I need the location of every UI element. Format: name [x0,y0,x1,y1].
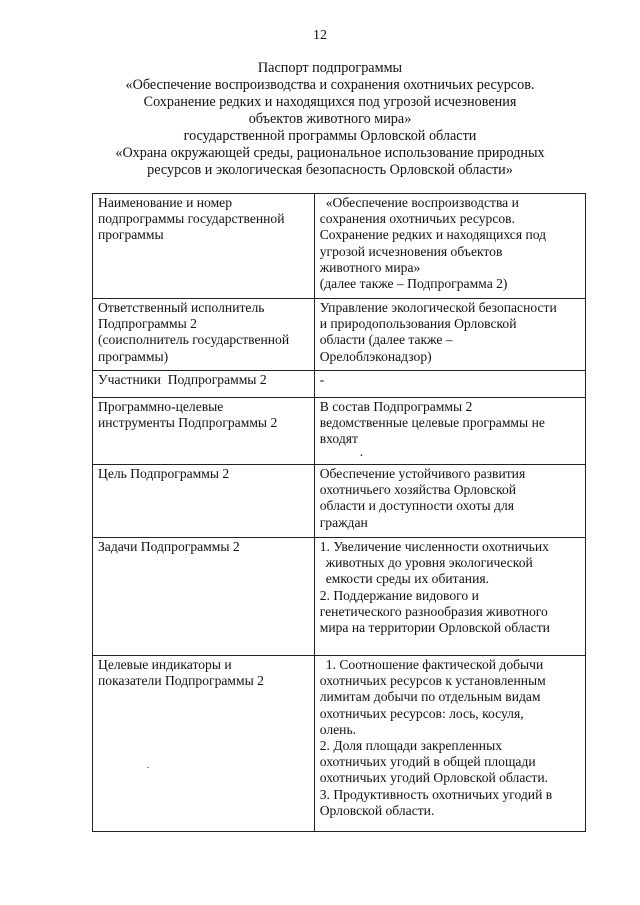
cell-line: сохранения охотничьих ресурсов. [319,211,515,227]
cell-line: емкости среды их обитания. [325,571,489,587]
cell-line: программы) [98,348,169,364]
cell-line: показатели Подпрограммы 2 [98,673,264,689]
cell-line: «Обеспечение воспроизводства и [325,195,519,210]
cell-line: Задачи Подпрограммы 2 [98,539,240,554]
cell-line: 1. Увеличение численности охотничьих [319,539,549,554]
cell-line: подпрограммы государственной [98,211,285,227]
cell-line: Подпрограммы 2 [98,316,197,332]
row-value-cell [314,538,585,656]
title-line: объектов животного мира» [248,111,412,127]
cell-line: - [319,372,325,387]
page-number: 12 [313,28,327,43]
table-row [93,194,586,299]
row-label-cell [93,465,315,538]
cell-line: Участники Подпрограммы 2 [98,372,267,387]
cell-line: мира на территории Орловской области [319,620,550,636]
cell-line: Обеспечение устойчивого развития [319,466,526,481]
row-label-cell [93,398,315,465]
cell-line: 2. Доля площади закрепленных [319,738,503,754]
title-line: «Охрана окружающей среды, рациональное использование природных [115,145,545,161]
cell-line: Орелоблэконадзор) [319,348,432,364]
table-row [93,299,586,371]
row-value-cell [314,194,585,299]
cell-line: программы [98,227,164,243]
cell-line: угрозой исчезновения объектов [319,243,503,259]
cell-line: Программно-целевые [98,399,224,414]
table-row [93,398,586,465]
cell-line: Наименование и номер [98,195,233,210]
row-value-cell [314,398,585,465]
row-label-cell [93,194,315,299]
title-line: ресурсов и экологическая безопасность Орловской области» [147,162,513,178]
cell-line: (соисполнитель государственной [98,332,290,348]
table-row [93,465,586,538]
cell-line: Цель Подпрограммы 2 [98,466,230,481]
row-label-cell [93,299,315,371]
row-value-cell [314,371,585,398]
row-value-cell [314,465,585,538]
row-value-cell [314,656,585,832]
cell-line: (далее также – Подпрограмма 2) [319,276,508,292]
cell-line: Орловской области. [319,802,435,818]
cell-line: ведомственные целевые программы не [319,415,545,431]
cell-line: области и доступности охоты для [319,498,515,514]
cell-line: Ответственный исполнитель [98,300,265,315]
title-line: Сохранение редких и находящихся под угрозой исчезновения [143,94,517,110]
cell-line: лимитам добычи по отдельным видам [319,689,541,705]
cell-line: охотничьих ресурсов: лось, косуля, [319,705,524,721]
row-label-cell [93,371,315,398]
cell-line: олень. [319,721,357,737]
table-row [93,656,586,832]
passport-table [92,193,586,832]
passport-title [60,60,600,179]
cell-line: области (далее также – [319,332,453,348]
cell-line: 3. Продуктивность охотничьих угодий в [319,786,553,802]
cell-line: Целевые индикаторы и [98,657,232,672]
cell-line: животных до уровня экологической [325,555,533,571]
cell-line: животного мира» [319,259,421,275]
row-label-cell [93,656,315,832]
cell-line: охотничьих ресурсов к установленным [319,673,546,689]
cell-line: Сохранение редких и находящихся под [319,227,547,243]
cell-line: Управление экологической безопасности [319,300,557,315]
cell-line: генетического разнообразия животного [319,603,548,619]
title-line: государственной программы Орловской области [183,128,477,144]
cell-line: 1. Соотношение фактической добычи [325,657,544,672]
row-label-cell [93,538,315,656]
cell-line: и природопользования Орловской [319,316,517,332]
cell-line: инструменты Подпрограммы 2 [98,415,278,431]
cell-line: . [359,443,364,459]
scan-speck [147,767,149,768]
cell-line: охотничьего хозяйства Орловской [319,482,517,498]
title-line: «Обеспечение воспроизводства и сохранения охотничьих ресурсов. [125,77,535,93]
table-row [93,538,586,656]
cell-line: граждан [319,514,368,530]
row-value-cell [314,299,585,371]
table-row [93,371,586,398]
cell-line: охотничьих угодий Орловской области. [319,770,548,786]
cell-line: входят [319,431,358,447]
cell-line: В состав Подпрограммы 2 [319,399,473,414]
title-line: Паспорт подпрограммы [257,60,403,76]
cell-line: 2. Поддержание видового и [319,587,479,603]
cell-line: охотничьих угодий в общей площади [319,754,536,770]
